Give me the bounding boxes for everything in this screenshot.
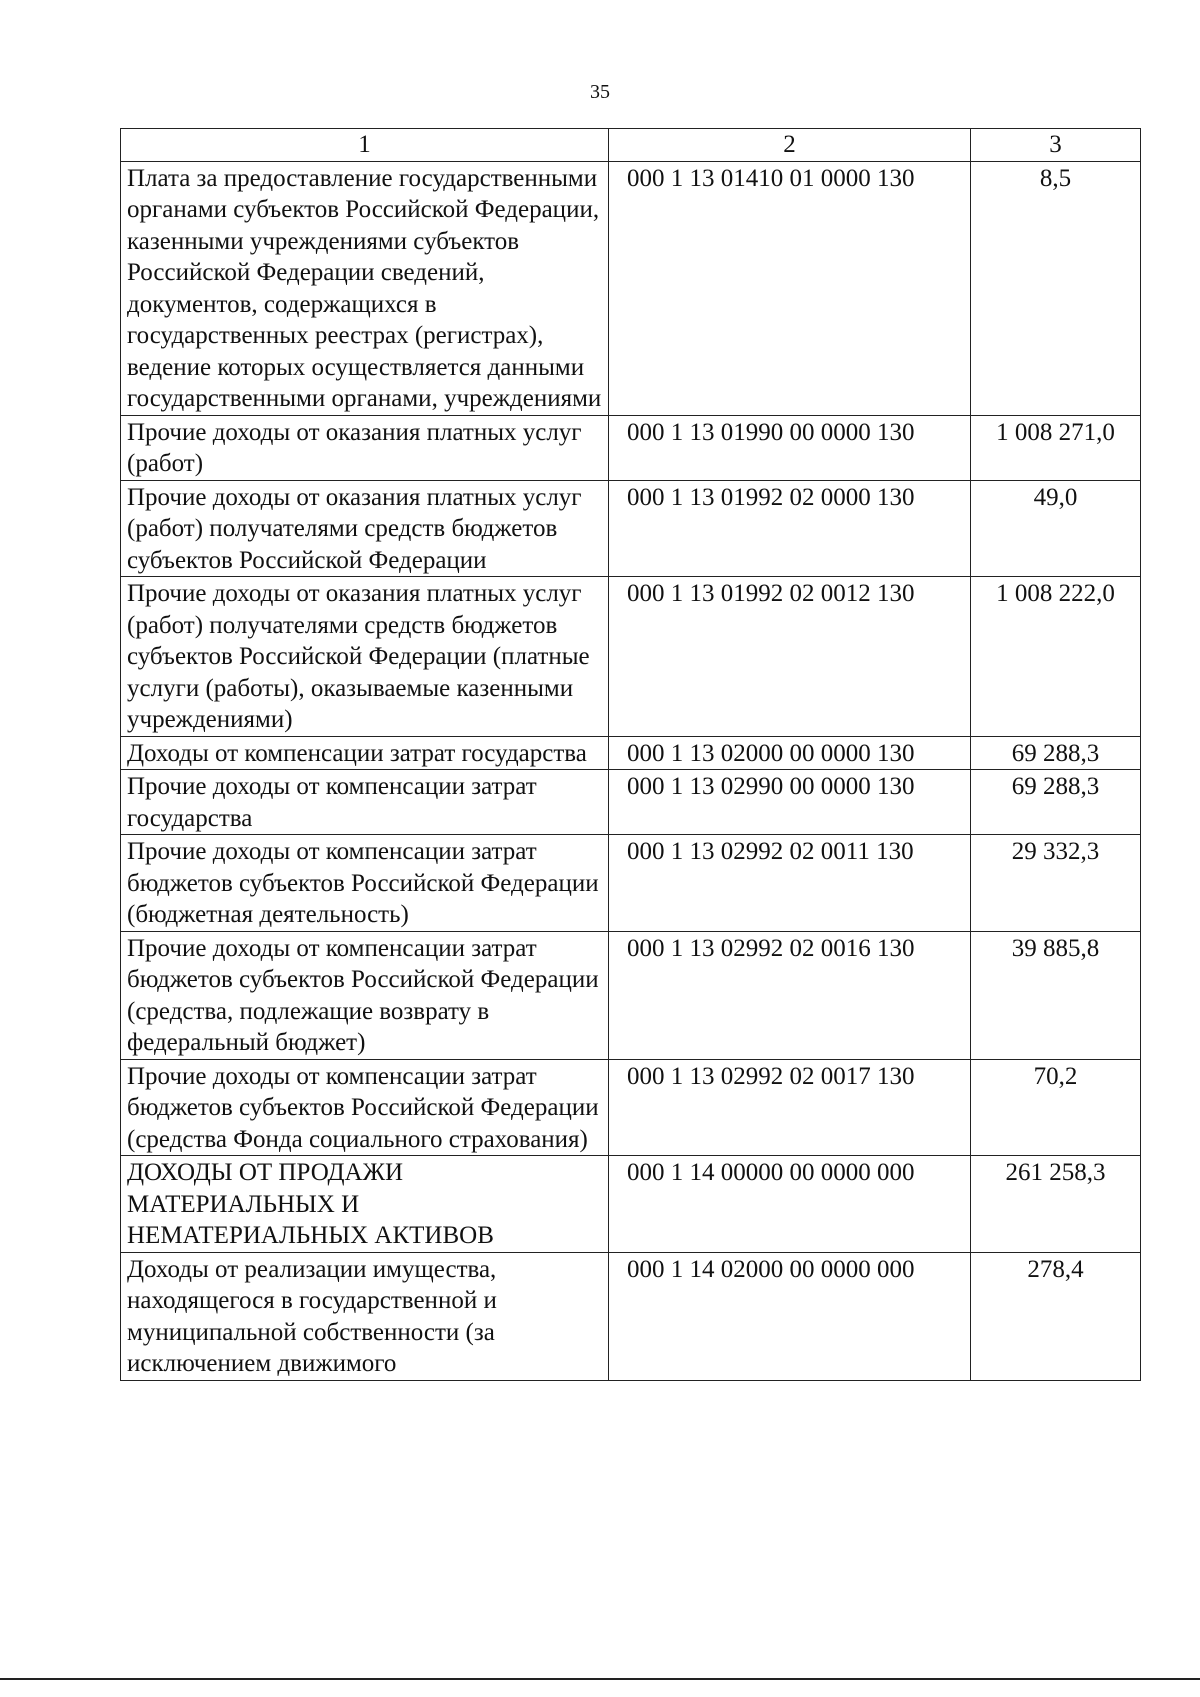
- budget-revenue-table: [120, 128, 1141, 1381]
- amount: 8,5: [971, 161, 1141, 415]
- budget-code: 000 1 13 01992 02 0000 130: [609, 480, 971, 577]
- amount: 39 885,8: [971, 931, 1141, 1059]
- amount: 69 288,3: [971, 736, 1141, 770]
- revenue-name: Прочие доходы от оказания платных услуг (работ): [121, 415, 609, 480]
- budget-code: 000 1 13 02992 02 0016 130: [609, 931, 971, 1059]
- revenue-name: Прочие доходы от оказания платных услуг (работ) получателями средств бюджетов субъектов Российской Федерации: [121, 480, 609, 577]
- page-number: 35: [590, 81, 610, 103]
- revenue-name: Доходы от реализации имущества, находящегося в государственной и муниципальной собственности (за исключением движимого: [121, 1252, 609, 1380]
- footer-divider: [0, 1678, 1200, 1680]
- amount: 261 258,3: [971, 1156, 1141, 1253]
- revenue-name: Доходы от компенсации затрат государства: [121, 736, 609, 770]
- amount: 69 288,3: [971, 770, 1141, 835]
- table-row: [121, 480, 1141, 577]
- amount: 70,2: [971, 1059, 1141, 1156]
- amount: 1 008 222,0: [971, 577, 1141, 737]
- amount: 278,4: [971, 1252, 1141, 1380]
- amount: 29 332,3: [971, 835, 1141, 932]
- budget-code: 000 1 13 02992 02 0017 130: [609, 1059, 971, 1156]
- column-header-name: 1: [121, 129, 609, 162]
- revenue-name: Прочие доходы от компенсации затрат бюджетов субъектов Российской Федерации (средства, подлежащие возврату в федеральный бюджет): [121, 931, 609, 1059]
- table-row: [121, 1059, 1141, 1156]
- table-row: [121, 770, 1141, 835]
- table-row: [121, 1156, 1141, 1253]
- amount: 1 008 271,0: [971, 415, 1141, 480]
- budget-code: 000 1 14 02000 00 0000 000: [609, 1252, 971, 1380]
- budget-code: 000 1 13 02990 00 0000 130: [609, 770, 971, 835]
- budget-code: 000 1 13 01410 01 0000 130: [609, 161, 971, 415]
- revenue-name: Плата за предоставление государственными органами субъектов Российской Федерации, казенными учреждениями субъектов Российской Федерации сведений, документов, содержащихся в государственных реестрах (регистрах), ведение которых осуществляется данными государственными органами, учреждениями: [121, 161, 609, 415]
- budget-code: 000 1 13 01990 00 0000 130: [609, 415, 971, 480]
- table-row: [121, 161, 1141, 415]
- column-header-amount: 3: [971, 129, 1141, 162]
- revenue-name: Прочие доходы от компенсации затрат государства: [121, 770, 609, 835]
- amount: 49,0: [971, 480, 1141, 577]
- table-row: [121, 835, 1141, 932]
- table-row: [121, 1252, 1141, 1380]
- budget-code: 000 1 13 02992 02 0011 130: [609, 835, 971, 932]
- column-header-code: 2: [609, 129, 971, 162]
- budget-code: 000 1 13 02000 00 0000 130: [609, 736, 971, 770]
- budget-code: 000 1 14 00000 00 0000 000: [609, 1156, 971, 1253]
- table-row: [121, 736, 1141, 770]
- revenue-name: ДОХОДЫ ОТ ПРОДАЖИ МАТЕРИАЛЬНЫХ И НЕМАТЕРИАЛЬНЫХ АКТИВОВ: [121, 1156, 609, 1253]
- table-row: [121, 577, 1141, 737]
- table-row: [121, 931, 1141, 1059]
- budget-code: 000 1 13 01992 02 0012 130: [609, 577, 971, 737]
- table-header-row: [121, 129, 1141, 162]
- revenue-name: Прочие доходы от компенсации затрат бюджетов субъектов Российской Федерации (бюджетная деятельность): [121, 835, 609, 932]
- table-row: [121, 415, 1141, 480]
- revenue-name: Прочие доходы от компенсации затрат бюджетов субъектов Российской Федерации (средства Фонда социального страхования): [121, 1059, 609, 1156]
- revenue-name: Прочие доходы от оказания платных услуг (работ) получателями средств бюджетов субъектов Российской Федерации (платные услуги (работы), оказываемые казенными учреждениями): [121, 577, 609, 737]
